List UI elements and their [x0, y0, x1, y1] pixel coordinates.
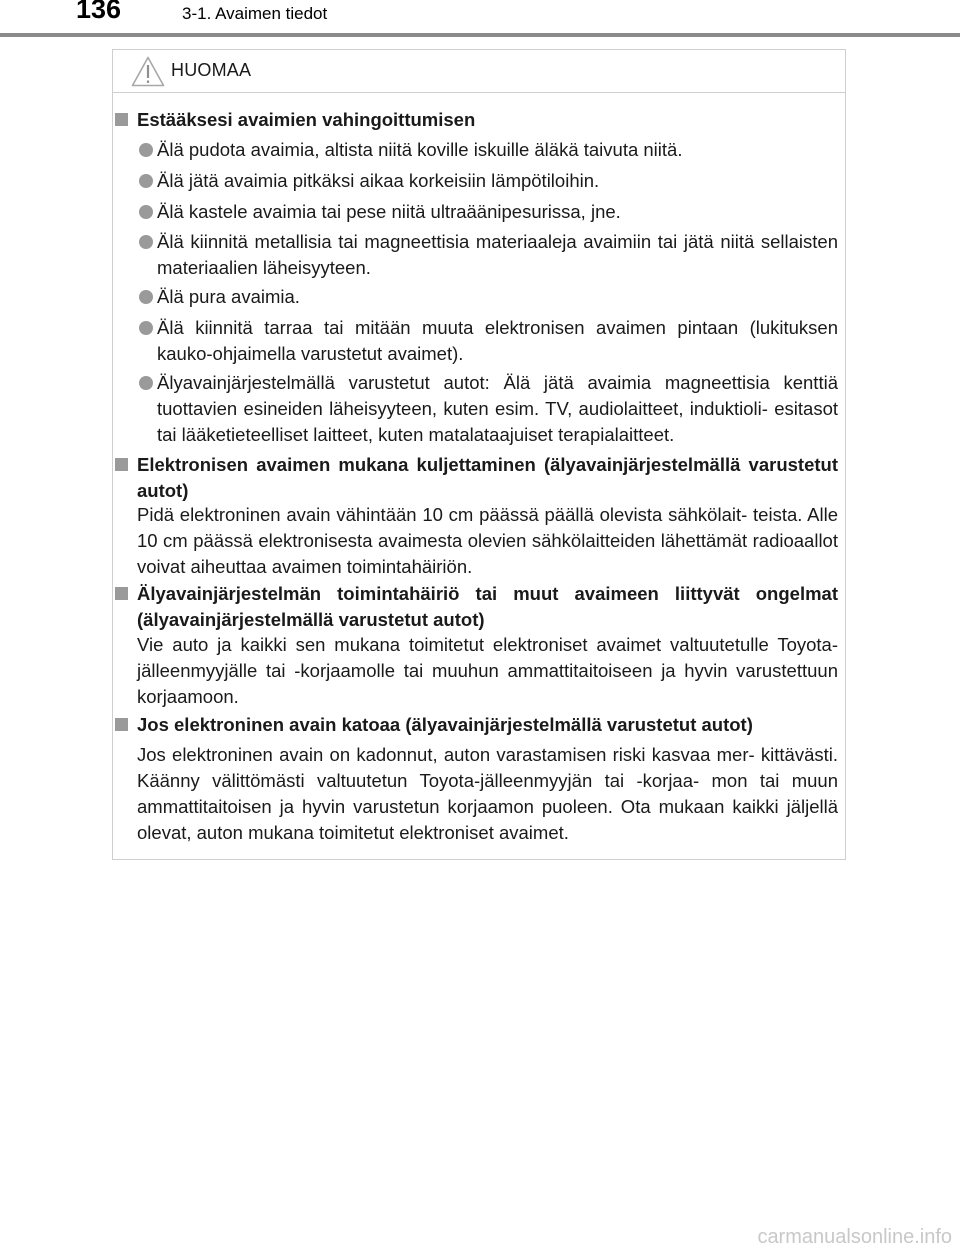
section-paragraph: Pidä elektroninen avain vähintään 10 cm päässä päällä olevista sähkölait- teista. Alle 10 cm päässä elektronisesta avaimesta olevien sähkölaitteiden lähettämät radioaallot voivat aiheuttaa avaimen toimintahäiriön.	[137, 504, 838, 577]
circle-bullet-icon	[139, 290, 153, 304]
list-item-text: Älyavainjärjestelmällä varustetut autot: Älä jätä avaimia magneettisia kenttiä tuottavien esineiden läheisyyteen, kuten esim. TV, audiolaitteet, induktioli- esitasot tai lääketieteelliset laitteet, kuten matalataajuiset terapialaitteet.	[157, 372, 838, 445]
section-paragraph: Vie auto ja kaikki sen mukana toimitetut elektroniset avaimet valtuutetulle Toyota-jälleenmyyjälle tai -korjaamolle tai muuhun ammattitaitoiseen ja hyvin varustettuun korjaamoon.	[137, 634, 838, 707]
list-item-text: Älä kiinnitä metallisia tai magneettisia materiaaleja avaimiin tai jätä niitä sellaisten materiaalien läheisyyteen.	[157, 231, 838, 278]
list-item-text: Älä jätä avaimia pitkäksi aikaa korkeisiin lämpötiloihin.	[157, 170, 600, 191]
list-item-text: Älä pudota avaimia, altista niitä koville iskuille äläkä taivuta niitä.	[157, 139, 683, 160]
circle-bullet-icon	[139, 321, 153, 335]
circle-bullet-icon	[139, 235, 153, 249]
circle-bullet-icon	[139, 174, 153, 188]
square-bullet-icon	[115, 587, 128, 600]
page-header	[0, 0, 960, 40]
section-heading-text: Älyavainjärjestelmän toimintahäiriö tai muut avaimeen liittyvät ongelmat (älyavainjärjestelmällä varustetut autot)	[137, 583, 838, 630]
list-item-text: Älä pura avaimia.	[157, 286, 300, 307]
list-item-text: Älä kastele avaimia tai pese niitä ultraäänipesurissa, jne.	[157, 201, 621, 222]
notice-title: HUOMAA	[171, 60, 252, 80]
circle-bullet-icon	[139, 143, 153, 157]
notice-header	[113, 50, 845, 93]
square-bullet-icon	[115, 718, 128, 731]
watermark: carmanualsonline.info	[757, 1226, 952, 1248]
page-number: 136	[76, 0, 122, 24]
square-bullet-icon	[115, 458, 128, 471]
warning-triangle-icon	[131, 56, 165, 87]
notice-box	[112, 49, 846, 860]
circle-bullet-icon	[139, 376, 153, 390]
header-rule	[0, 33, 960, 37]
section-heading-text: Elektronisen avaimen mukana kuljettaminen (älyavainjärjestelmällä varustetut autot)	[137, 454, 838, 501]
section-heading-text: Estääksesi avaimien vahingoittumisen	[137, 109, 476, 130]
circle-bullet-icon	[139, 205, 153, 219]
section-heading-text: Jos elektroninen avain katoaa (älyavainjärjestelmällä varustetut autot)	[137, 714, 753, 735]
section-title: 3-1. Avaimen tiedot	[182, 4, 328, 23]
square-bullet-icon	[115, 113, 128, 126]
section-paragraph: Jos elektroninen avain on kadonnut, auton varastamisen riski kasvaa mer- kittävästi. Käänny välittömästi valtuutetun Toyota-jälleenmyyjän tai -korjaa- mon tai muun ammattitaitoisen ja hyvin varustetun korjaamon puoleen. Ota mukaan kaikki jäljellä olevat, auton mukana toimitetut elektroniset avaimet.	[137, 744, 838, 843]
list-item-text: Älä kiinnitä tarraa tai mitään muuta elektronisen avaimen pintaan (lukituksen kauko-ohjaimella varustetut avaimet).	[157, 317, 838, 364]
